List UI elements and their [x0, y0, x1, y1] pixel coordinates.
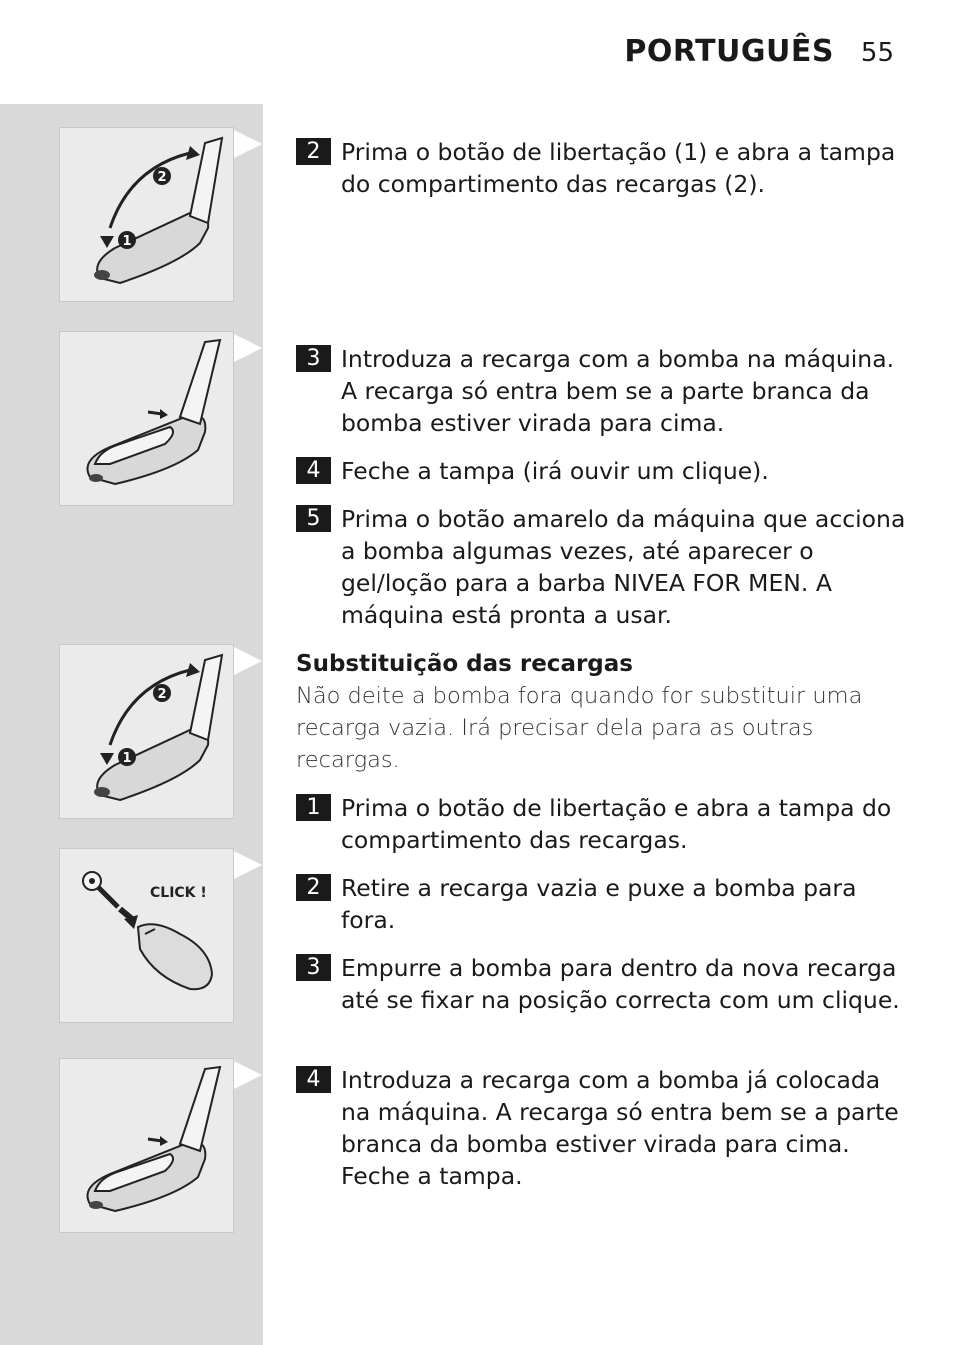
language-header: PORTUGUÊS	[624, 34, 834, 69]
step-4-insert-refill	[296, 1064, 916, 1192]
figure-pump-click	[59, 848, 234, 1023]
shaver-open-cover-illustration	[60, 645, 234, 819]
section-intro: Não deite a bomba fora quando for substituir uma recarga vazia. Irá precisar dela para as outras recargas.	[296, 683, 863, 773]
step-number: 2	[296, 138, 331, 165]
step-text: Empurre a bomba para dentro da nova recarga até se fixar na posição correcta com um clique.	[341, 954, 900, 1014]
svg-text:2: 2	[157, 687, 167, 702]
figure-insert-refill	[59, 331, 234, 506]
figure-notch	[234, 851, 262, 879]
figure-notch	[234, 334, 262, 362]
step-4-close-cover	[296, 455, 916, 487]
shaver-insert-refill-illustration	[60, 1059, 234, 1233]
step-3-insert-refill	[296, 343, 916, 439]
svg-text:1: 1	[122, 234, 132, 249]
svg-text:1: 1	[122, 751, 132, 766]
figure-insert-refill-2	[59, 1058, 234, 1233]
section-title: Substituição das recargas	[296, 651, 633, 677]
figure-notch	[234, 647, 262, 675]
figure-notch	[234, 1061, 262, 1089]
step-text: Introduza a recarga com a bomba na máquina. A recarga só entra bem se a parte branca da bomba estiver virada para cima.	[341, 345, 895, 437]
step-number: 4	[296, 457, 331, 484]
step-text: Prima o botão de libertação (1) e abra a tampa do compartimento das recargas (2).	[341, 138, 896, 198]
figure-notch	[234, 130, 262, 158]
step-text: Prima o botão amarelo da máquina que acciona a bomba algumas vezes, até aparecer o gel/loção para a barba NIVEA FOR MEN. A máquina está pronta a usar.	[341, 505, 906, 629]
step-number: 3	[296, 345, 331, 372]
step-number: 4	[296, 1066, 331, 1093]
step-text: Prima o botão de libertação e abra a tampa do compartimento das recargas.	[341, 794, 892, 854]
page-number: 55	[860, 38, 894, 68]
step-number: 3	[296, 954, 331, 981]
shaver-open-cover-illustration	[60, 128, 234, 302]
svg-text:2: 2	[157, 170, 167, 185]
step-2-remove-refill	[296, 872, 916, 936]
shaver-insert-refill-illustration	[60, 332, 234, 506]
step-number: 1	[296, 794, 331, 821]
figure-open-cover-2	[59, 644, 234, 819]
step-text: Retire a recarga vazia e puxe a bomba para fora.	[341, 874, 857, 934]
figure-open-cover	[59, 127, 234, 302]
step-text: Feche a tampa (irá ouvir um clique).	[341, 457, 769, 485]
step-number: 2	[296, 874, 331, 901]
click-label: CLICK !	[150, 885, 207, 901]
step-2-open-cover	[296, 136, 916, 200]
step-5-press-button	[296, 503, 916, 631]
step-number: 5	[296, 505, 331, 532]
pump-refill-click-illustration	[60, 849, 234, 1023]
step-text: Introduza a recarga com a bomba já colocada na máquina. A recarga só entra bem se a parte branca da bomba estiver virada para cima. Feche a tampa.	[341, 1066, 899, 1190]
step-3-push-pump	[296, 952, 916, 1016]
step-1-open-cover	[296, 792, 916, 856]
